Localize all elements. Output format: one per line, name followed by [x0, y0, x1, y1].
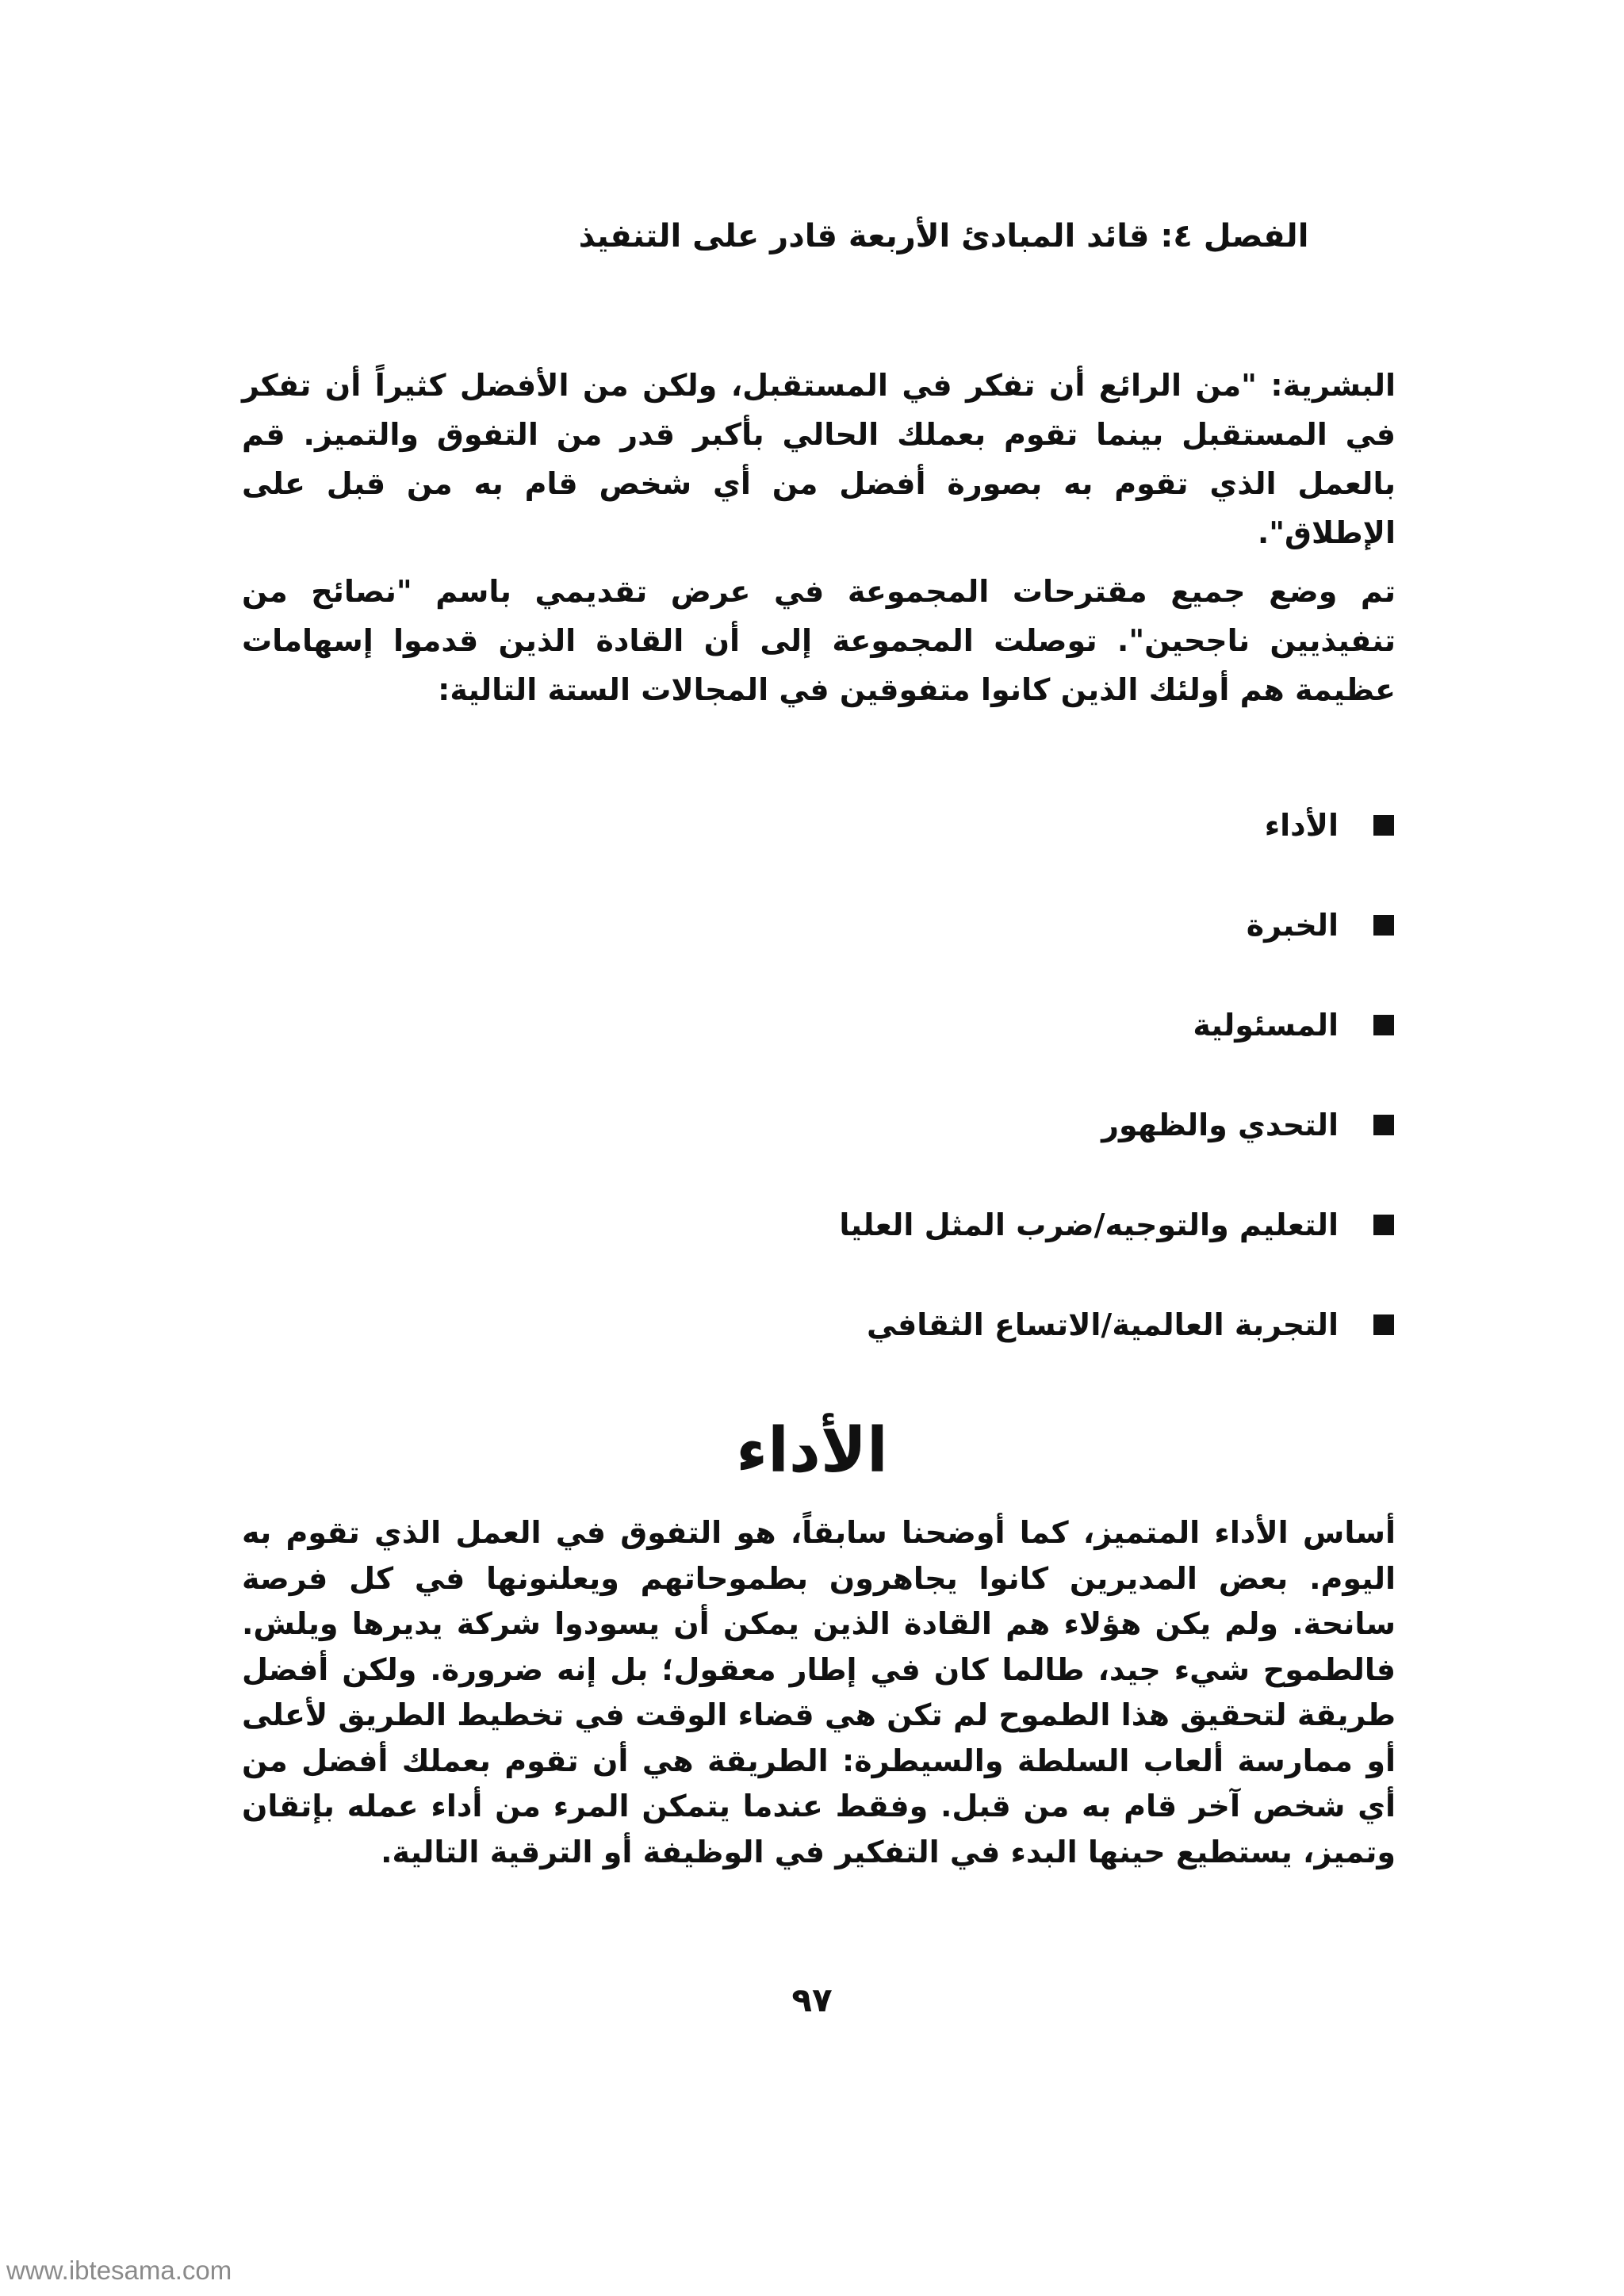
list-item-label: الخبرة — [1246, 908, 1339, 943]
watermark: www.ibtesama.com — [6, 2256, 232, 2285]
list-item — [442, 1075, 1394, 1175]
bullet-list — [442, 775, 1394, 1375]
chapter-header: الفصل ٤: قائد المبادئ الأربعة قادر على التنفيذ — [578, 218, 1309, 254]
square-bullet-icon — [1373, 1215, 1394, 1235]
list-item-label: التجربة العالمية/الاتساع الثقافي — [866, 1307, 1339, 1342]
page-number: ٩٧ — [791, 1980, 833, 2019]
list-item-label: الأداء — [1264, 808, 1339, 843]
square-bullet-icon — [1373, 915, 1394, 936]
list-item — [442, 975, 1394, 1075]
square-bullet-icon — [1373, 1115, 1394, 1135]
list-item — [442, 775, 1394, 875]
list-item-label: التحدي والظهور — [1101, 1108, 1339, 1142]
list-item — [442, 1175, 1394, 1275]
list-item — [442, 1275, 1394, 1375]
square-bullet-icon — [1373, 1015, 1394, 1035]
square-bullet-icon — [1373, 1314, 1394, 1335]
list-item-label: المسئولية — [1193, 1008, 1339, 1043]
list-item — [442, 875, 1394, 975]
section-heading: الأداء — [736, 1415, 888, 1487]
list-item-label: التعليم والتوجيه/ضرب المثل العليا — [839, 1207, 1339, 1242]
paragraph-performance: أساس الأداء المتميز، كما أوضحنا سابقاً، هو التفوق في العمل الذي تقوم به اليوم. بعض المديرين كانوا يجاهرون بطموحاتهم ويعلنونها في كل فرصة سانحة. ولم يكن هؤلاء هم القادة الذين يمكن أن يسودوا شركة يديرها ويلش. فالطموح شيء جيد، طالما كان في إطار معقول؛ بل إنه ضرورة. ولكن أفضل طريقة لتحقيق هذا الطموح لم تكن هي قضاء الوقت في تخطيط الطريق لأعلى أو ممارسة ألعاب السلطة والسيطرة: الطريقة هي أن تقوم بعملك أفضل من أي شخص آخر قام به من قبل. وفقط عندما يتمكن المرء من أداء عمله بإتقان وتميز، يستطيع حينها البدء في التفكير في الوظيفة أو الترقية التالية. — [242, 1515, 1396, 1869]
square-bullet-icon — [1373, 815, 1394, 836]
paragraph-intro: البشرية: "من الرائع أن تفكر في المستقبل، ولكن من الأفضل كثيراً أن تفكر في المستقبل بينما تقوم بعملك الحالي بأكبر قدر من التفوق والتميز. قم بالعمل الذي تقوم به بصورة أفضل من أي شخص قام به من قبل على الإطلاق". — [242, 368, 1396, 550]
paragraph-groups: تم وضع جميع مقترحات المجموعة في عرض تقديمي باسم "نصائح من تنفيذيين ناجحين". توصلت المجموعة إلى أن القادة الذين قدموا إسهامات عظيمة هم أولئك الذين كانوا متفوقين في المجالات الستة التالية: — [242, 574, 1396, 707]
